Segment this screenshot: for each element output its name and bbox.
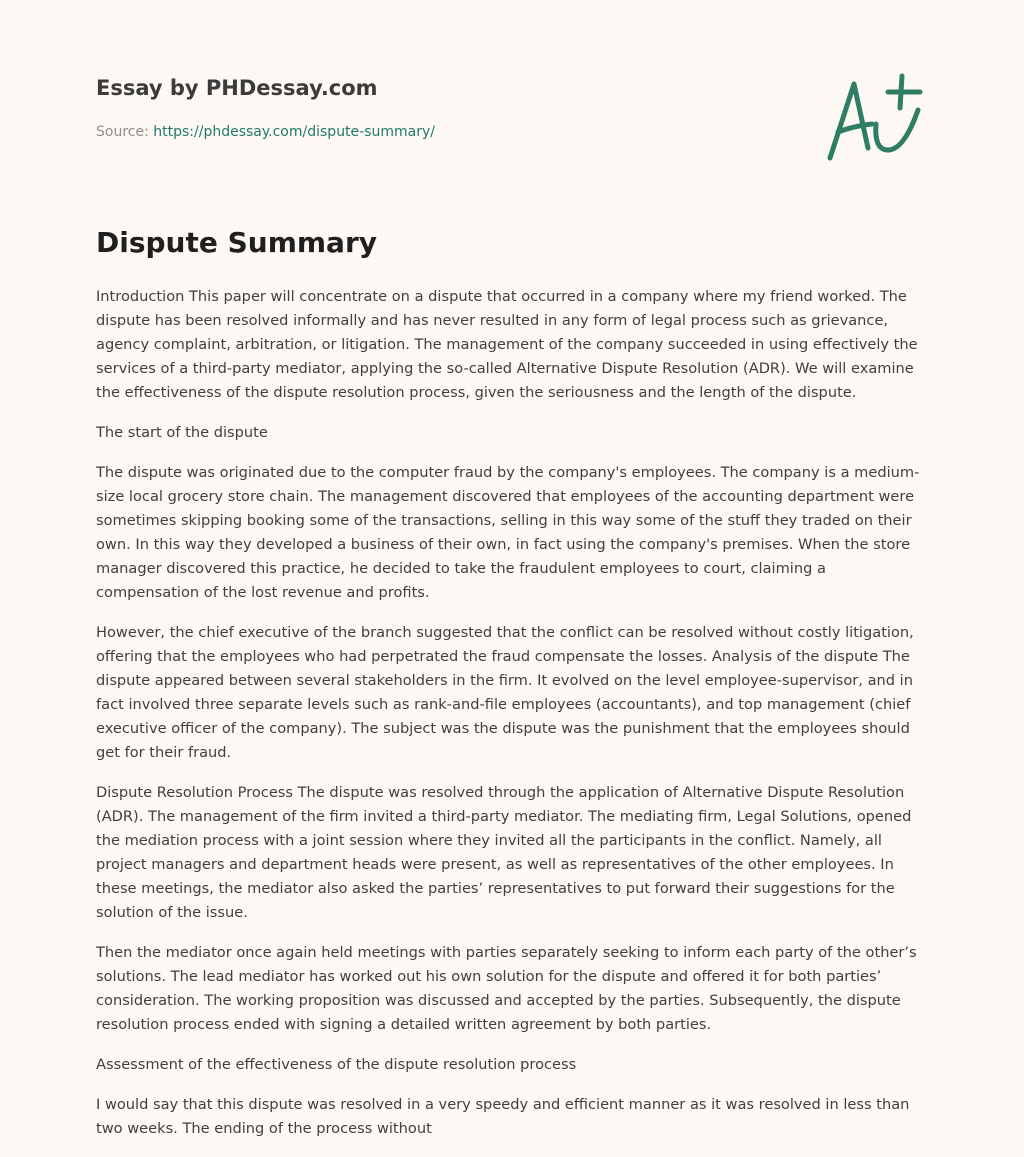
paragraph: The dispute was originated due to the computer fraud by the company's employees. The company is a medium-size local grocery store chain. The management discovered that employees of the accounting department were sometimes skipping booking some of the transactions, selling in this way some of the stuff they traded on their own. In this way they developed a business of their own, in fact using the company's premises. When the store manager discovered this practice, he decided to take the fraudulent employees to court, claiming a compensation of the lost revenue and profits. — [96, 464, 920, 601]
a-plus-logo-icon — [826, 70, 926, 164]
paragraph: Then the mediator once again held meetings with parties separately seeking to inform each party of the other’s solutions. The lead mediator has worked out his own solution for the dispute and offered it for both parties’ consideration. The working proposition was discussed and accepted by the parties. Subsequently, the dispute resolution process ended with signing a detailed written agreement by both parties. — [96, 944, 917, 1033]
site-title: Essay by PHDessay.com — [96, 76, 378, 100]
paragraph: Dispute Resolution Process The dispute was resolved through the application of Alternative Dispute Resolution (ADR). The management of the firm invited a third-party mediator. The mediating firm, Legal Solutions, opened the mediation process with a joint session where they invited all the participants in the conflict. Namely, all project managers and department heads were present, as well as representatives of the other employees. In these meetings, the mediator also asked the parties’ representatives to put forward their suggestions for the solution of the issue. — [96, 784, 912, 921]
source-label: Source: — [96, 124, 149, 140]
source-link[interactable]: https://phdessay.com/dispute-summary/ — [153, 124, 435, 140]
paragraph: I would say that this dispute was resolved in a very speedy and efficient manner as it was resolved in less than two weeks. The ending of the process without — [96, 1096, 910, 1137]
essay-body — [96, 285, 932, 1157]
source-line — [96, 124, 435, 140]
section-heading: Assessment of the effectiveness of the dispute resolution process — [96, 1056, 577, 1073]
paragraph: However, the chief executive of the branch suggested that the conflict can be resolved without costly litigation, offering that the employees who had perpetrated the fraud compensate the losses. Analysis of the dispute The dispute appeared between several stakeholders in the firm. It evolved on the level employee-supervisor, and in fact involved three separate levels such as rank-and-file employees (accountants), and top management (chief executive officer of the company). The subject was the dispute was the punishment that the employees should get for their fraud. — [96, 624, 914, 761]
paragraph: Introduction This paper will concentrate on a dispute that occurred in a company where my friend worked. The dispute has been resolved informally and has never resulted in any form of legal process such as grievance, agency complaint, arbitration, or litigation. The management of the company succeeded in using effectively the services of a third-party mediator, applying the so-called Alternative Dispute Resolution (ADR). We will examine the effectiveness of the dispute resolution process, given the seriousness and the length of the dispute. — [96, 288, 918, 401]
essay-title: Dispute Summary — [96, 226, 378, 259]
section-heading: The start of the dispute — [96, 424, 268, 441]
